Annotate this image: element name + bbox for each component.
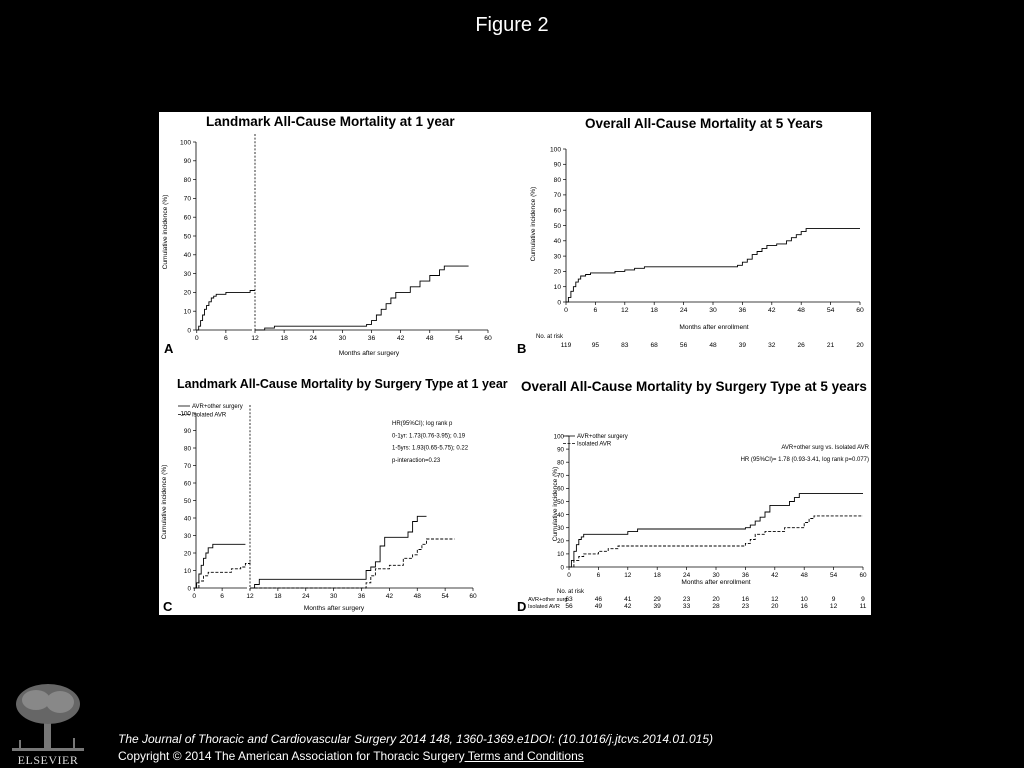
y-tick-label: 20 bbox=[557, 538, 564, 546]
y-tick-label: 20 bbox=[183, 550, 191, 558]
y-tick-label: 0 bbox=[187, 585, 191, 593]
annotation: HR(95%CI); log rank p bbox=[392, 421, 453, 427]
risk-value: 49 bbox=[594, 603, 603, 610]
risk-value: 10 bbox=[800, 596, 808, 603]
y-tick-label: 10 bbox=[557, 551, 564, 559]
risk-value: 56 bbox=[679, 342, 688, 349]
y-tick-label: 30 bbox=[553, 253, 561, 261]
x-tick-label: 30 bbox=[709, 307, 717, 314]
risk-value: 42 bbox=[624, 603, 632, 610]
x-tick-label: 18 bbox=[650, 307, 658, 314]
panel-a bbox=[162, 114, 492, 357]
x-tick-label: 18 bbox=[274, 593, 282, 600]
y-tick-label: 20 bbox=[183, 289, 191, 297]
chart-title: Overall All-Cause Mortality at 5 Years bbox=[585, 116, 823, 131]
x-tick-label: 36 bbox=[738, 307, 747, 314]
x-tick-label: 30 bbox=[329, 593, 338, 600]
risk-value: 95 bbox=[591, 342, 600, 349]
x-tick-label: 54 bbox=[830, 572, 838, 579]
x-tick-label: 42 bbox=[768, 307, 776, 314]
legend-entry: AVR+other surgery bbox=[577, 434, 628, 440]
x-axis-label: Months after enrollment bbox=[681, 579, 751, 586]
x-axis-label: Months after enrollment bbox=[679, 324, 749, 331]
annotation: AVR+other surg vs. Isolated AVR bbox=[781, 445, 869, 451]
risk-value: 16 bbox=[800, 603, 808, 610]
y-tick-label: 10 bbox=[553, 284, 561, 291]
elsevier-logo bbox=[8, 680, 88, 766]
x-tick-label: 30 bbox=[712, 572, 720, 579]
y-tick-label: 50 bbox=[553, 222, 561, 230]
panel-letter: C bbox=[163, 599, 173, 614]
series-line-avr-other bbox=[569, 494, 863, 567]
annotation: p-interaction=0.23 bbox=[392, 457, 441, 464]
risk-value: 23 bbox=[682, 596, 691, 603]
x-tick-label: 48 bbox=[425, 335, 434, 342]
risk-value: 29 bbox=[653, 596, 661, 603]
x-tick-label: 6 bbox=[220, 593, 224, 600]
risk-value: 20 bbox=[856, 342, 864, 349]
risk-value: 48 bbox=[709, 342, 717, 349]
legend-entry: Isolated AVR bbox=[192, 412, 227, 419]
figure-svg bbox=[159, 112, 871, 615]
series-line-avr-other bbox=[250, 516, 427, 588]
x-tick-label: 42 bbox=[385, 593, 394, 600]
terms-and-conditions-link[interactable]: Terms and Conditions bbox=[464, 749, 584, 763]
risk-value: 39 bbox=[738, 342, 747, 349]
annotation: 0-1yr: 1.73(0.76-3.95); 0.19 bbox=[392, 433, 466, 440]
panel-c bbox=[161, 377, 508, 614]
y-tick-label: 70 bbox=[183, 462, 191, 470]
risk-value: 63 bbox=[565, 596, 573, 603]
y-tick-label: 60 bbox=[553, 207, 561, 215]
y-tick-label: 40 bbox=[553, 238, 561, 246]
risk-value: 32 bbox=[768, 342, 776, 349]
x-axis-label: Months after surgery bbox=[338, 350, 400, 357]
series-line-isolated-avr bbox=[194, 560, 250, 588]
y-tick-label: 40 bbox=[183, 252, 191, 260]
x-tick-label: 6 bbox=[223, 335, 228, 342]
x-tick-label: 30 bbox=[338, 335, 347, 342]
y-tick-label: 70 bbox=[183, 195, 191, 203]
y-axis-label: Cumulative incidence (%) bbox=[161, 464, 168, 540]
copyright-line bbox=[118, 749, 584, 763]
y-tick-label: 10 bbox=[183, 567, 191, 575]
y-tick-label: 100 bbox=[179, 139, 191, 147]
y-tick-label: 90 bbox=[183, 158, 191, 166]
annotation: HR (95%CI)= 1.78 (0.93-3.41, log rank p=0.077) bbox=[740, 457, 869, 463]
x-tick-label: 12 bbox=[246, 593, 254, 600]
y-tick-label: 80 bbox=[183, 176, 191, 184]
risk-value: 9 bbox=[831, 596, 836, 603]
citation-text: The Journal of Thoracic and Cardiovascular Surgery 2014 148, 1360-1369.e1DOI: (10.1016/j.jtcvs.2014.01.015) bbox=[118, 732, 714, 746]
y-tick-label: 80 bbox=[557, 459, 564, 467]
x-tick-label: 36 bbox=[367, 335, 376, 342]
x-tick-label: 54 bbox=[455, 335, 463, 342]
annotation: 1-5yrs: 1.93(0.65-5.75); 0.22 bbox=[392, 445, 469, 452]
x-tick-label: 24 bbox=[679, 307, 688, 314]
x-tick-label: 18 bbox=[653, 572, 661, 579]
x-tick-label: 0 bbox=[194, 335, 199, 342]
risk-value: 21 bbox=[826, 342, 835, 349]
risk-table-label: No. at risk bbox=[536, 334, 564, 340]
x-tick-label: 60 bbox=[856, 307, 864, 314]
x-tick-label: 24 bbox=[309, 335, 318, 342]
y-axis-label: Cumulative incidence (%) bbox=[552, 466, 559, 542]
x-tick-label: 60 bbox=[484, 335, 492, 342]
risk-value: 23 bbox=[741, 603, 750, 610]
y-tick-label: 60 bbox=[557, 485, 564, 493]
risk-value: 56 bbox=[565, 603, 573, 610]
x-tick-label: 36 bbox=[741, 572, 749, 579]
y-tick-label: 40 bbox=[183, 515, 191, 523]
y-tick-label: 10 bbox=[183, 308, 191, 316]
risk-value: 26 bbox=[797, 342, 805, 349]
figure-title: Figure 2 bbox=[475, 14, 549, 36]
x-tick-label: 0 bbox=[564, 307, 568, 314]
risk-value: 119 bbox=[560, 342, 572, 349]
y-tick-label: 60 bbox=[183, 480, 191, 488]
y-tick-label: 30 bbox=[183, 532, 191, 540]
risk-value: 83 bbox=[621, 342, 629, 349]
y-tick-label: 50 bbox=[183, 233, 191, 241]
x-tick-label: 42 bbox=[396, 335, 405, 342]
y-tick-label: 90 bbox=[183, 427, 191, 435]
y-tick-label: 0 bbox=[187, 327, 191, 335]
logo-text: ELSEVIER bbox=[17, 753, 79, 766]
y-axis-label: Cumulative incidence (%) bbox=[162, 194, 169, 270]
figure-panel bbox=[159, 112, 871, 615]
risk-value: 12 bbox=[771, 596, 779, 603]
series-line-overall bbox=[255, 266, 469, 330]
panel-letter: B bbox=[517, 341, 527, 356]
y-tick-label: 50 bbox=[183, 497, 191, 505]
chart-title: Overall All-Cause Mortality by Surgery Type at 5 years bbox=[521, 379, 867, 394]
risk-value: 39 bbox=[653, 603, 661, 610]
x-tick-label: 48 bbox=[413, 593, 421, 600]
series-line-isolated-avr bbox=[250, 539, 454, 588]
series-line-overall bbox=[566, 229, 860, 302]
series-line-overall bbox=[197, 291, 255, 331]
x-axis-label: Months after surgery bbox=[303, 605, 365, 612]
x-tick-label: 36 bbox=[357, 593, 366, 600]
y-tick-label: 20 bbox=[553, 268, 561, 276]
x-tick-label: 60 bbox=[469, 593, 477, 600]
panel-letter: D bbox=[517, 599, 527, 614]
panel-b bbox=[517, 116, 864, 356]
risk-value: 20 bbox=[712, 596, 720, 603]
y-tick-label: 0 bbox=[560, 564, 564, 572]
y-tick-label: 30 bbox=[183, 270, 191, 278]
y-tick-label: 100 bbox=[553, 433, 564, 441]
risk-value: 9 bbox=[861, 596, 865, 603]
y-tick-label: 30 bbox=[557, 525, 564, 532]
x-tick-label: 54 bbox=[826, 307, 835, 314]
x-tick-label: 54 bbox=[441, 593, 449, 600]
y-tick-label: 50 bbox=[557, 498, 564, 506]
risk-table-label: No. at risk bbox=[557, 589, 585, 595]
x-tick-label: 48 bbox=[800, 572, 808, 579]
y-tick-label: 70 bbox=[553, 192, 561, 200]
y-tick-label: 100 bbox=[549, 146, 561, 154]
y-tick-label: 100 bbox=[180, 410, 191, 418]
y-tick-label: 70 bbox=[557, 472, 564, 480]
x-tick-label: 0 bbox=[192, 593, 197, 600]
x-tick-label: 42 bbox=[771, 572, 779, 579]
x-tick-label: 6 bbox=[593, 307, 598, 314]
x-tick-label: 12 bbox=[251, 335, 259, 342]
risk-value: 68 bbox=[650, 342, 658, 349]
x-tick-label: 24 bbox=[683, 572, 691, 579]
risk-value: 46 bbox=[594, 596, 603, 603]
y-tick-label: 80 bbox=[553, 176, 561, 184]
risk-value: 11 bbox=[859, 603, 867, 610]
x-tick-label: 60 bbox=[859, 572, 867, 579]
panel-letter: A bbox=[164, 341, 174, 356]
y-tick-label: 80 bbox=[183, 445, 191, 453]
risk-value: 20 bbox=[771, 603, 779, 610]
x-tick-label: 18 bbox=[280, 335, 288, 342]
y-tick-label: 60 bbox=[183, 214, 191, 222]
y-tick-label: 90 bbox=[557, 446, 564, 454]
risk-value: 41 bbox=[624, 596, 632, 603]
x-tick-label: 12 bbox=[624, 572, 632, 579]
y-axis-label: Cumulative incidence (%) bbox=[530, 186, 537, 262]
x-tick-label: 48 bbox=[797, 307, 805, 314]
chart-title: Landmark All-Cause Mortality at 1 year bbox=[206, 114, 455, 129]
x-tick-label: 0 bbox=[567, 572, 571, 579]
copyright-text: Copyright © 2014 The American Association for Thoracic Surgery bbox=[118, 749, 465, 763]
chart-title: Landmark All-Cause Mortality by Surgery Type at 1 year bbox=[177, 377, 508, 391]
x-tick-label: 12 bbox=[621, 307, 629, 314]
risk-value: 12 bbox=[829, 603, 838, 610]
risk-value: 28 bbox=[712, 603, 720, 610]
risk-row-name: AVR+other surg bbox=[528, 597, 568, 603]
risk-value: 16 bbox=[741, 596, 750, 603]
series-line-isolated-avr bbox=[569, 516, 863, 567]
y-tick-label: 90 bbox=[553, 161, 561, 169]
x-tick-label: 24 bbox=[302, 593, 310, 600]
y-tick-label: 0 bbox=[557, 299, 561, 307]
legend-entry: Isolated AVR bbox=[577, 441, 612, 448]
panel-d bbox=[517, 379, 870, 614]
risk-value: 33 bbox=[682, 603, 691, 610]
x-tick-label: 6 bbox=[596, 572, 601, 579]
risk-row-name: Isolated AVR bbox=[528, 604, 560, 610]
legend-entry: AVR+other surgery bbox=[192, 404, 243, 410]
y-tick-label: 40 bbox=[557, 511, 564, 519]
